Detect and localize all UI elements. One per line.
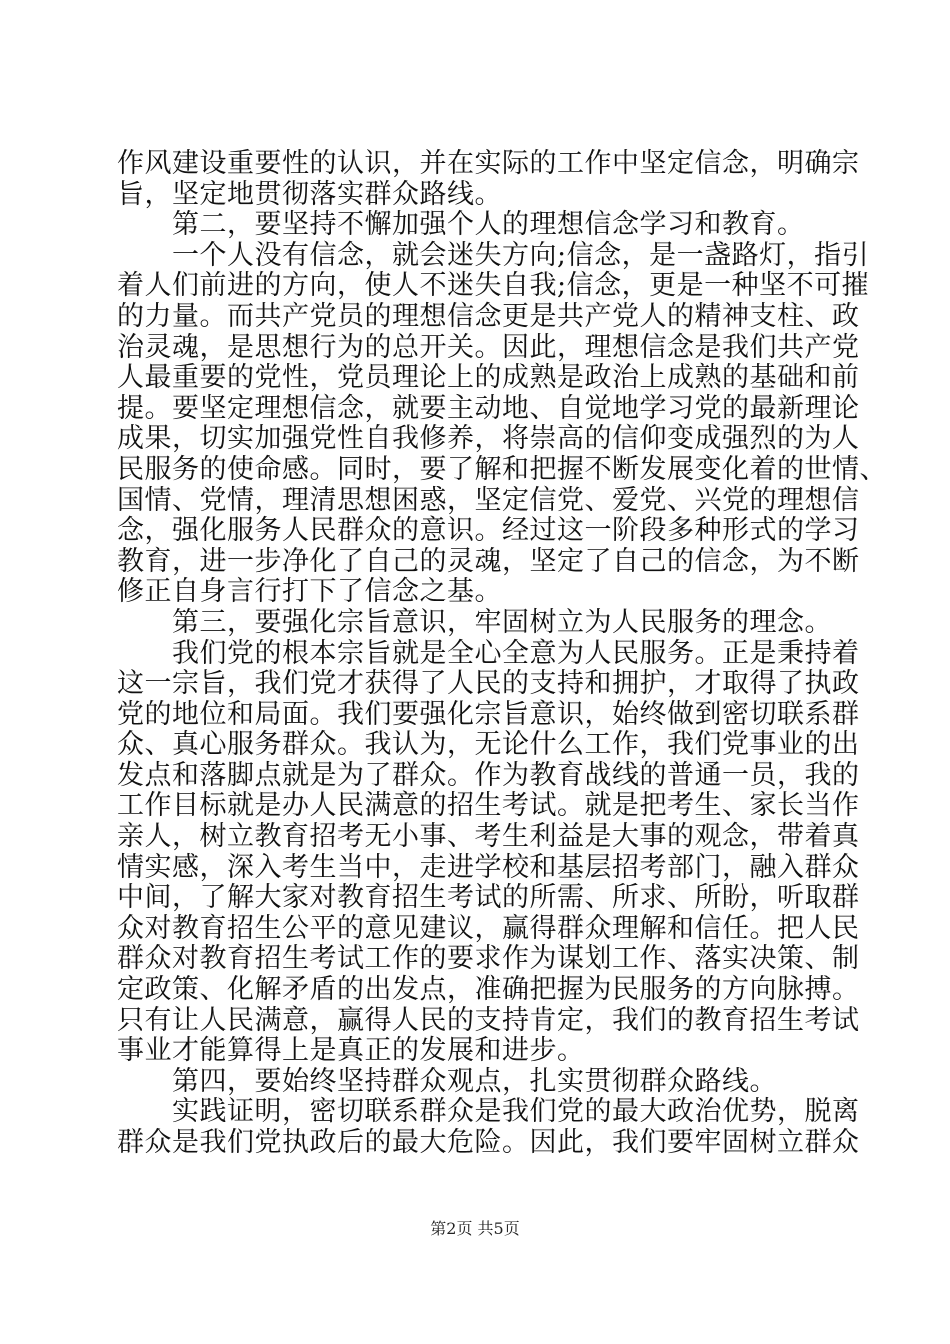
text-line: 民服务的使命感。同时，要了解和把握不断发展变化着的世情、 [117,453,887,485]
text-line: 情实感，深入考生当中，走进学校和基层招考部门，融入群众 [117,851,860,883]
text-line: 人最重要的党性，党员理论上的成熟是政治上成熟的基础和前 [117,362,860,394]
text-line: 实践证明，密切联系群众是我们党的最大政治优势，脱离 [117,1096,860,1128]
text-line: 众、真心服务群众。我认为，无论什么工作，我们党事业的出 [117,729,860,761]
text-line: 发点和落脚点就是为了群众。作为教育战线的普通一员，我的 [117,759,860,791]
text-line: 旨，坚定地贯彻落实群众路线。 [117,178,502,210]
text-line: 治灵魂，是思想行为的总开关。因此，理想信念是我们共产党 [117,331,860,363]
text-line: 只有让人民满意，赢得人民的支持肯定，我们的教育招生考试 [117,1004,860,1036]
text-line: 事业才能算得上是真正的发展和进步。 [117,1035,585,1067]
text-line: 作风建设重要性的认识，并在实际的工作中坚定信念，明确宗 [117,148,860,179]
text-line: 着人们前进的方向，使人不迷失自我;信念，更是一种坚不可摧 [117,270,870,302]
text-line: 党的地位和局面。我们要强化宗旨意识，始终做到密切联系群 [117,698,860,730]
text-line: 教育，进一步净化了自己的灵魂，坚定了自己的信念，为不断 [117,545,860,577]
text-line: 工作目标就是办人民满意的招生考试。就是把考生、家长当作 [117,790,860,822]
text-line: 群众是我们党执政后的最大危险。因此，我们要牢固树立群众 [117,1127,860,1158]
text-line: 第三，要强化宗旨意识，牢固树立为人民服务的理念。 [117,606,832,638]
text-line: 提。要坚定理想信念，就要主动地、自觉地学习党的最新理论 [117,392,860,424]
text-line: 的力量。而共产党员的理想信念更是共产党人的精神支柱、政 [117,300,860,332]
text-line: 念，强化服务人民群众的意识。经过这一阶段多种形式的学习 [117,515,860,547]
text-line: 成果，切实加强党性自我修养，将崇高的信仰变成强烈的为人 [117,423,860,455]
page-number: 第2页 共5页 [430,1219,520,1238]
text-line: 众对教育招生公平的意见建议，赢得群众理解和信任。把人民 [117,912,860,944]
text-line: 这一宗旨，我们党才获得了人民的支持和拥护，才取得了执政 [117,668,860,700]
text-line: 亲人，树立教育招考无小事、考生利益是大事的观念，带着真 [117,821,860,853]
document-body [117,148,887,1159]
text-line: 我们党的根本宗旨就是全心全意为人民服务。正是秉持着 [117,637,860,669]
text-line: 国情、党情，理清思想困惑，坚定信党、爱党、兴党的理想信 [117,484,860,516]
text-line: 一个人没有信念，就会迷失方向;信念，是一盏路灯，指引 [117,239,870,271]
text-line: 修正自身言行打下了信念之基。 [117,576,502,608]
text-line: 定政策、化解矛盾的出发点，准确把握为民服务的方向脉搏。 [117,974,860,1006]
text-line: 第四，要始终坚持群众观点，扎实贯彻群众路线。 [117,1065,777,1097]
text-line: 第二，要坚持不懈加强个人的理想信念学习和教育。 [117,209,805,241]
text-line: 中间，了解大家对教育招生考试的所需、所求、所盼，听取群 [117,882,860,914]
text-line: 群众对教育招生考试工作的要求作为谋划工作、落实决策、制 [117,943,860,975]
